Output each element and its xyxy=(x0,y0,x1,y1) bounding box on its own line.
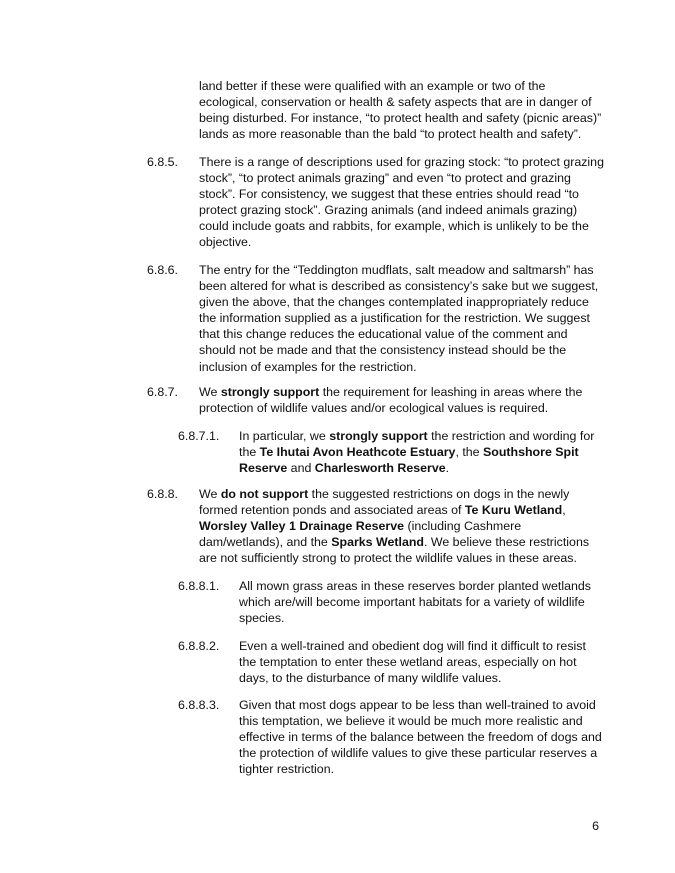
section-text xyxy=(199,486,604,566)
text-run: . xyxy=(445,461,450,476)
section-number: 6.8.5. xyxy=(147,155,179,169)
section-number: 6.8.8.2. xyxy=(178,639,220,653)
text-run: , the xyxy=(455,445,483,460)
bold-run: Worsley Valley 1 Drainage Reserve xyxy=(199,519,405,534)
text-run: In particular, we xyxy=(239,429,330,443)
bold-run: Sparks Wetland xyxy=(331,535,424,550)
text-run: the restriction and wording for the xyxy=(239,429,595,460)
section-text: There is a range of descriptions used for grazing stock: “to protect grazing stock”, “to protect animals grazing” and even “to protect and grazing stock”. For consistency, we suggest that these entries should read “to protect grazing stock”. Grazing animals (and indeed animals grazing) could include goats and rabbits, for example, which is unlikely to be the objective. xyxy=(199,155,604,250)
page-number: 6 xyxy=(592,819,599,833)
section-text: Given that most dogs appear to be less than well-trained to avoid this temptation, we believe it would be much more realistic and effective in terms of the balance between the freedom of dogs and the protection of wildlife values to give these particular reserves a tighter restriction. xyxy=(239,698,602,777)
bold-run: strongly support xyxy=(329,429,428,443)
section-number: 6.8.8.1. xyxy=(178,579,220,593)
text-run: . We believe these restrictions are not sufficiently strong to protect the wildlife values in these areas. xyxy=(199,535,590,566)
text-run: We xyxy=(199,487,221,501)
bold-run: Te Kuru Wetland xyxy=(464,503,563,518)
section-number: 6.8.7.1. xyxy=(178,429,220,443)
text-run: the suggested restrictions on dogs in the newly formed retention ponds and associated areas of xyxy=(199,487,570,518)
section-number: 6.8.8. xyxy=(147,487,179,501)
text-run: (including Cashmere dam/wetlands), and the xyxy=(199,519,522,550)
section-text xyxy=(239,428,604,476)
text-run: We xyxy=(199,385,221,399)
continuation-paragraph: land better if these were qualified with an example or two of the ecological, conservation or health & safety aspects that are in danger of being disturbed. For instance, “to protect health and safety (picnic areas)” lands as more reasonable than the bald “to protect health and safety”. xyxy=(199,79,602,142)
text-run: and xyxy=(287,461,315,476)
section-text xyxy=(199,384,604,416)
text-run: the requirement for leashing in areas where the protection of wildlife values and/or ecological values is required. xyxy=(199,385,583,416)
bold-run: Charlesworth Reserve xyxy=(314,461,446,476)
section-text: The entry for the “Teddington mudflats, salt meadow and saltmarsh” has been altered for what is described as consistency’s sake but we suggest, given the above, that the changes contemplated inappropriately reduce the information supplied as a justification for the restriction. We suggest that this change reduces the educational value of the comment and should not be made and that the consistency instead should be the inclusion of examples for the restriction. xyxy=(199,263,599,374)
section-text: Even a well-trained and obedient dog will find it difficult to resist the temptation to enter these wetland areas, especially on hot days, to the disturbance of many wildlife values. xyxy=(239,639,586,686)
section-number: 6.8.7. xyxy=(147,385,179,399)
text-run: , xyxy=(562,503,566,518)
section-number: 6.8.6. xyxy=(147,263,179,277)
bold-run: Te Ihutai Avon Heathcote Estuary xyxy=(259,445,456,460)
bold-run: do not support xyxy=(220,487,309,501)
section-text: All mown grass areas in these reserves border planted wetlands which are/will become important habitats for a variety of wildlife species. xyxy=(239,579,591,626)
bold-run: Southshore Spit Reserve xyxy=(239,445,579,476)
section-number: 6.8.8.3. xyxy=(178,698,220,712)
bold-run: strongly support xyxy=(220,385,320,399)
